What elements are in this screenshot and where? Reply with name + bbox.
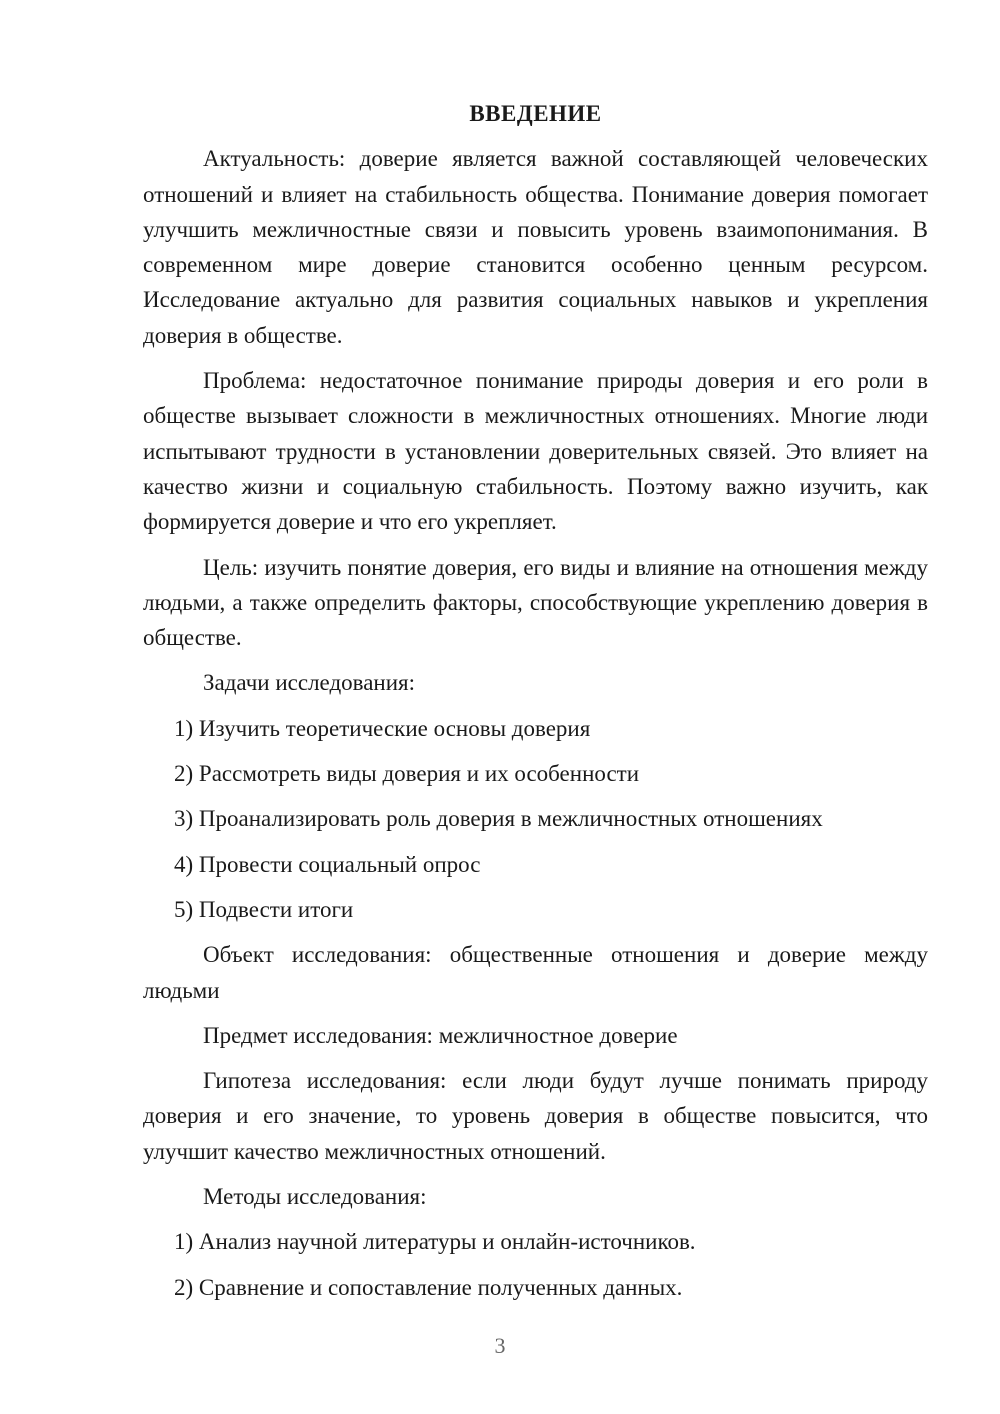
section-title: ВВЕДЕНИЕ [469,101,602,126]
relevance-paragraph: Актуальность: доверие является важной составляющей человеческих отношений и влияет на стабильность общества. Понимание доверия помогает улучшить межличностные связи и повысить уровень взаимопонимания. В современном мире доверие становится особенно ценным ресурсом. Исследование актуально для развития социальных навыков и укрепления доверия в обществе. [143,146,928,348]
subject-paragraph: Предмет исследования: межличностное доверие [203,1022,678,1048]
task-item: 3) Проанализировать роль доверия в межличностных отношениях [174,806,823,832]
object-paragraph: Объект исследования: общественные отношения и доверие между людьми [143,942,928,1003]
tasks-heading: Задачи исследования: [203,670,416,696]
task-item: 2) Рассмотреть виды доверия и их особенности [174,761,640,787]
task-item: 1) Изучить теоретические основы доверия [174,715,591,741]
methods-heading: Методы исследования: [203,1184,427,1210]
method-item: 1) Анализ научной литературы и онлайн-источников. [174,1229,696,1255]
hypothesis-paragraph: Гипотеза исследования: если люди будут лучше понимать природу доверия и его значение, то уровень доверия в обществе повысится, что улучшит качество межличностных отношений. [143,1068,928,1164]
method-item: 2) Сравнение и сопоставление полученных данных. [174,1274,683,1300]
task-item: 5) Подвести итоги [174,896,354,922]
page-number: 3 [494,1333,506,1358]
problem-paragraph: Проблема: недостаточное понимание природы доверия и его роли в обществе вызывает сложности в межличностных отношениях. Многие люди испытывают трудности в установлении доверительных связей. Это влияет на качество жизни и социальную стабильность. Поэтому важно изучить, как формируется доверие и что его укрепляет. [143,368,928,535]
document-page [143,96,928,1315]
goal-paragraph: Цель: изучить понятие доверия, его виды и влияние на отношения между людьми, а также определить факторы, способствующие укреплению доверия в обществе. [143,554,928,651]
task-item: 4) Провести социальный опрос [174,851,481,877]
